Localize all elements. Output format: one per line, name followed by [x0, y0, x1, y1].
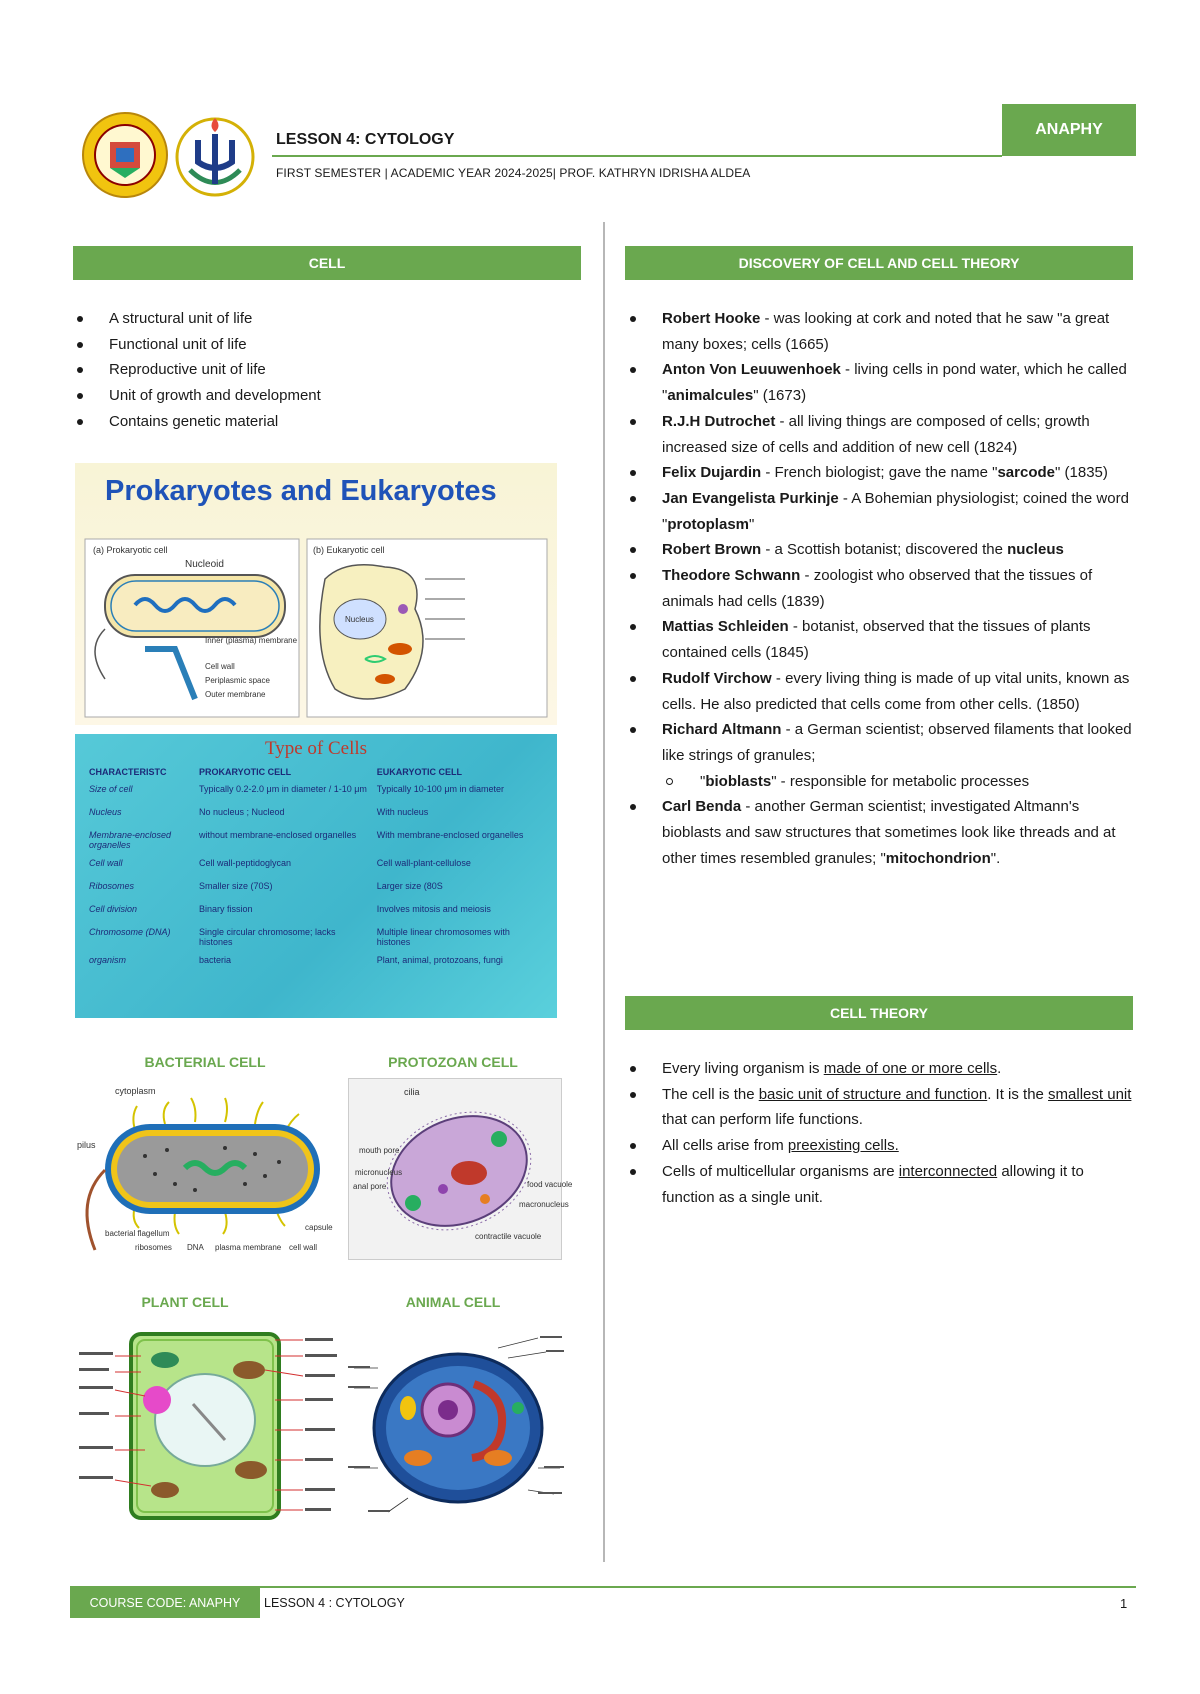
- nucleus-label: Nucleus: [345, 615, 374, 624]
- discovery-heading: DISCOVERY OF CELL AND CELL THEORY: [625, 246, 1133, 280]
- list-item: Reproductive unit of life: [73, 357, 583, 383]
- nucleoid-label: Nucleoid: [185, 559, 224, 570]
- table-header: EUKARYOTIC CELL: [376, 767, 462, 777]
- micro-label: micronucleus: [355, 1168, 403, 1177]
- list-item: A structural unit of life: [73, 306, 583, 332]
- cell-list: [73, 306, 583, 435]
- table-header: CHARACTERISTC: [89, 767, 167, 777]
- list-item: Cells of multicellular organisms are interconnected allowing it to function as a single unit.: [626, 1159, 1136, 1210]
- list-item: Richard Altmann - a German scientist; observed filaments that looked like strings of granules; "bioblasts" - responsible for metabolic processes: [626, 717, 1136, 794]
- cell-theory-heading: CELL THEORY: [625, 996, 1133, 1030]
- cell-theory-list: [626, 1056, 1136, 1210]
- list-item: The cell is the basic unit of structure and function. It is the smallest unit that can perform life functions.: [626, 1082, 1136, 1133]
- list-item: Unit of growth and development: [73, 383, 583, 409]
- mouth-label: mouth pore: [359, 1146, 400, 1155]
- plasma-label: plasma membrane: [215, 1243, 282, 1252]
- list-item: Robert Brown - a Scottish botanist; discovered the nucleus: [626, 537, 1136, 563]
- bacterial-cell-label: BACTERIAL CELL: [144, 1054, 266, 1070]
- header-rule: [272, 155, 1002, 157]
- lesson-title: LESSON 4: CYTOLOGY: [276, 131, 455, 148]
- list-item: R.J.H Dutrochet - all living things are composed of cells; growth increased size of cells and addition of new cell (1824): [626, 409, 1136, 460]
- psychology-logo: [170, 110, 260, 200]
- plant-cell-label: PLANT CELL: [141, 1294, 229, 1310]
- prokaryotes-eukaryotes-figure: [75, 463, 557, 725]
- table-row: Membrane-enclosed organelles without membrane-enclosed organelles With membrane-enclosed organelles: [89, 830, 524, 850]
- cytoplasm-label: cytoplasm: [115, 1086, 156, 1096]
- table-row: Chromosome (DNA) Single circular chromosome; lacks histones Multiple linear chromosomes with histones: [89, 927, 510, 947]
- table-row: Nucleus No nucleus ; Nucleod With nucleus: [89, 807, 429, 817]
- list-item: Every living organism is made of one or more cells.: [626, 1056, 1136, 1082]
- cilia-label: cilia: [404, 1087, 420, 1097]
- list-item: All cells arise from preexisting cells.: [626, 1133, 1136, 1159]
- list-item: Anton Von Leuuwenhoek - living cells in pond water, which he called "animalcules" (1673): [626, 357, 1136, 408]
- university-seal-logo: [80, 110, 170, 200]
- table-row: Cell wall Cell wall-peptidoglycan Cell wall-plant-cellulose: [89, 858, 471, 868]
- dna-label: DNA: [187, 1243, 204, 1252]
- table-row: Size of cell Typically 0.2-2.0 μm in diameter / 1-10 μm Typically 10-100 μm in diameter: [89, 784, 505, 794]
- contractile-label: contractile vacuole: [475, 1232, 542, 1241]
- footer-course-code: COURSE CODE: ANAPHY: [70, 1588, 260, 1618]
- euk-label: (b) Eukaryotic cell: [313, 545, 385, 555]
- flagellum-label: bacterial flagellum: [105, 1229, 170, 1238]
- ribosomes-label: ribosomes: [135, 1243, 172, 1252]
- lesson-subtitle: FIRST SEMESTER | ACADEMIC YEAR 2024-2025| PROF. KATHRYN IDRISHA ALDEA: [276, 166, 751, 180]
- plant-cell-figure: [75, 1320, 343, 1532]
- outer-label: Outer membrane: [205, 690, 266, 699]
- cell-heading: CELL: [73, 246, 581, 280]
- protozoan-cell-label: PROTOZOAN CELL: [388, 1054, 518, 1070]
- list-item: Theodore Schwann - zoologist who observed that the tissues of animals had cells (1839): [626, 563, 1136, 614]
- list-item: Mattias Schleiden - botanist, observed that the tissues of plants contained cells (1845): [626, 614, 1136, 665]
- type-of-cells-figure: [75, 734, 557, 1018]
- wall-label: cell wall: [289, 1243, 318, 1252]
- pro-label: (a) Prokaryotic cell: [93, 545, 168, 555]
- list-item: Felix Dujardin - French biologist; gave the name "sarcode" (1835): [626, 460, 1136, 486]
- protozoan-cell-figure: [348, 1078, 573, 1260]
- list-item: Carl Benda - another German scientist; investigated Altmann's bioblasts and saw structures that sometimes look like threads and at other times resembled granules; "mitochondrion".: [626, 794, 1136, 871]
- bacterial-cell-figure: [75, 1080, 343, 1256]
- footer-lesson: LESSON 4 : CYTOLOGY: [264, 1596, 405, 1610]
- column-divider: [603, 222, 605, 1562]
- animal-cell-figure: [348, 1318, 566, 1518]
- pilus-label: pilus: [77, 1140, 96, 1150]
- animal-cell-label: ANIMAL CELL: [405, 1294, 501, 1310]
- list-item: Rudolf Virchow - every living thing is made of up vital units, known as cells. He also predicted that cells come from other cells. (1850): [626, 666, 1136, 717]
- inner-label: Inner (plasma) membrane: [205, 636, 298, 645]
- peri-label: Periplasmic space: [205, 676, 270, 685]
- macro-label: macronucleus: [519, 1200, 569, 1209]
- figure-title: Type of Cells: [264, 738, 368, 759]
- list-item: Contains genetic material: [73, 409, 583, 435]
- capsule-label: capsule: [305, 1223, 333, 1232]
- list-item: Robert Hooke - was looking at cork and noted that he saw "a great many boxes; cells (1665): [626, 306, 1136, 357]
- list-item: Functional unit of life: [73, 332, 583, 358]
- food-label: food vacuole: [527, 1180, 573, 1189]
- page-number: 1: [1120, 1596, 1128, 1611]
- discovery-list: [626, 306, 1136, 871]
- wall-label: Cell wall: [205, 662, 235, 671]
- anal-label: anal pore: [353, 1182, 387, 1191]
- table-header: PROKARYOTIC CELL: [199, 767, 292, 777]
- table-row: Ribosomes Smaller size (70S) Larger size (80S: [89, 881, 443, 891]
- table-row: Cell division Binary fission Involves mitosis and meiosis: [89, 904, 491, 914]
- table-row: organism bacteria Plant, animal, protozoans, fungi: [89, 955, 503, 965]
- type-of-cells-table: [85, 764, 547, 974]
- figure-title: Prokaryotes and Eukaryotes: [105, 475, 497, 507]
- course-tag: ANAPHY: [1002, 104, 1136, 156]
- list-item: Jan Evangelista Purkinje - A Bohemian physiologist; coined the word "protoplasm": [626, 486, 1136, 537]
- sub-list-item: "bioblasts" - responsible for metabolic processes: [662, 769, 1136, 795]
